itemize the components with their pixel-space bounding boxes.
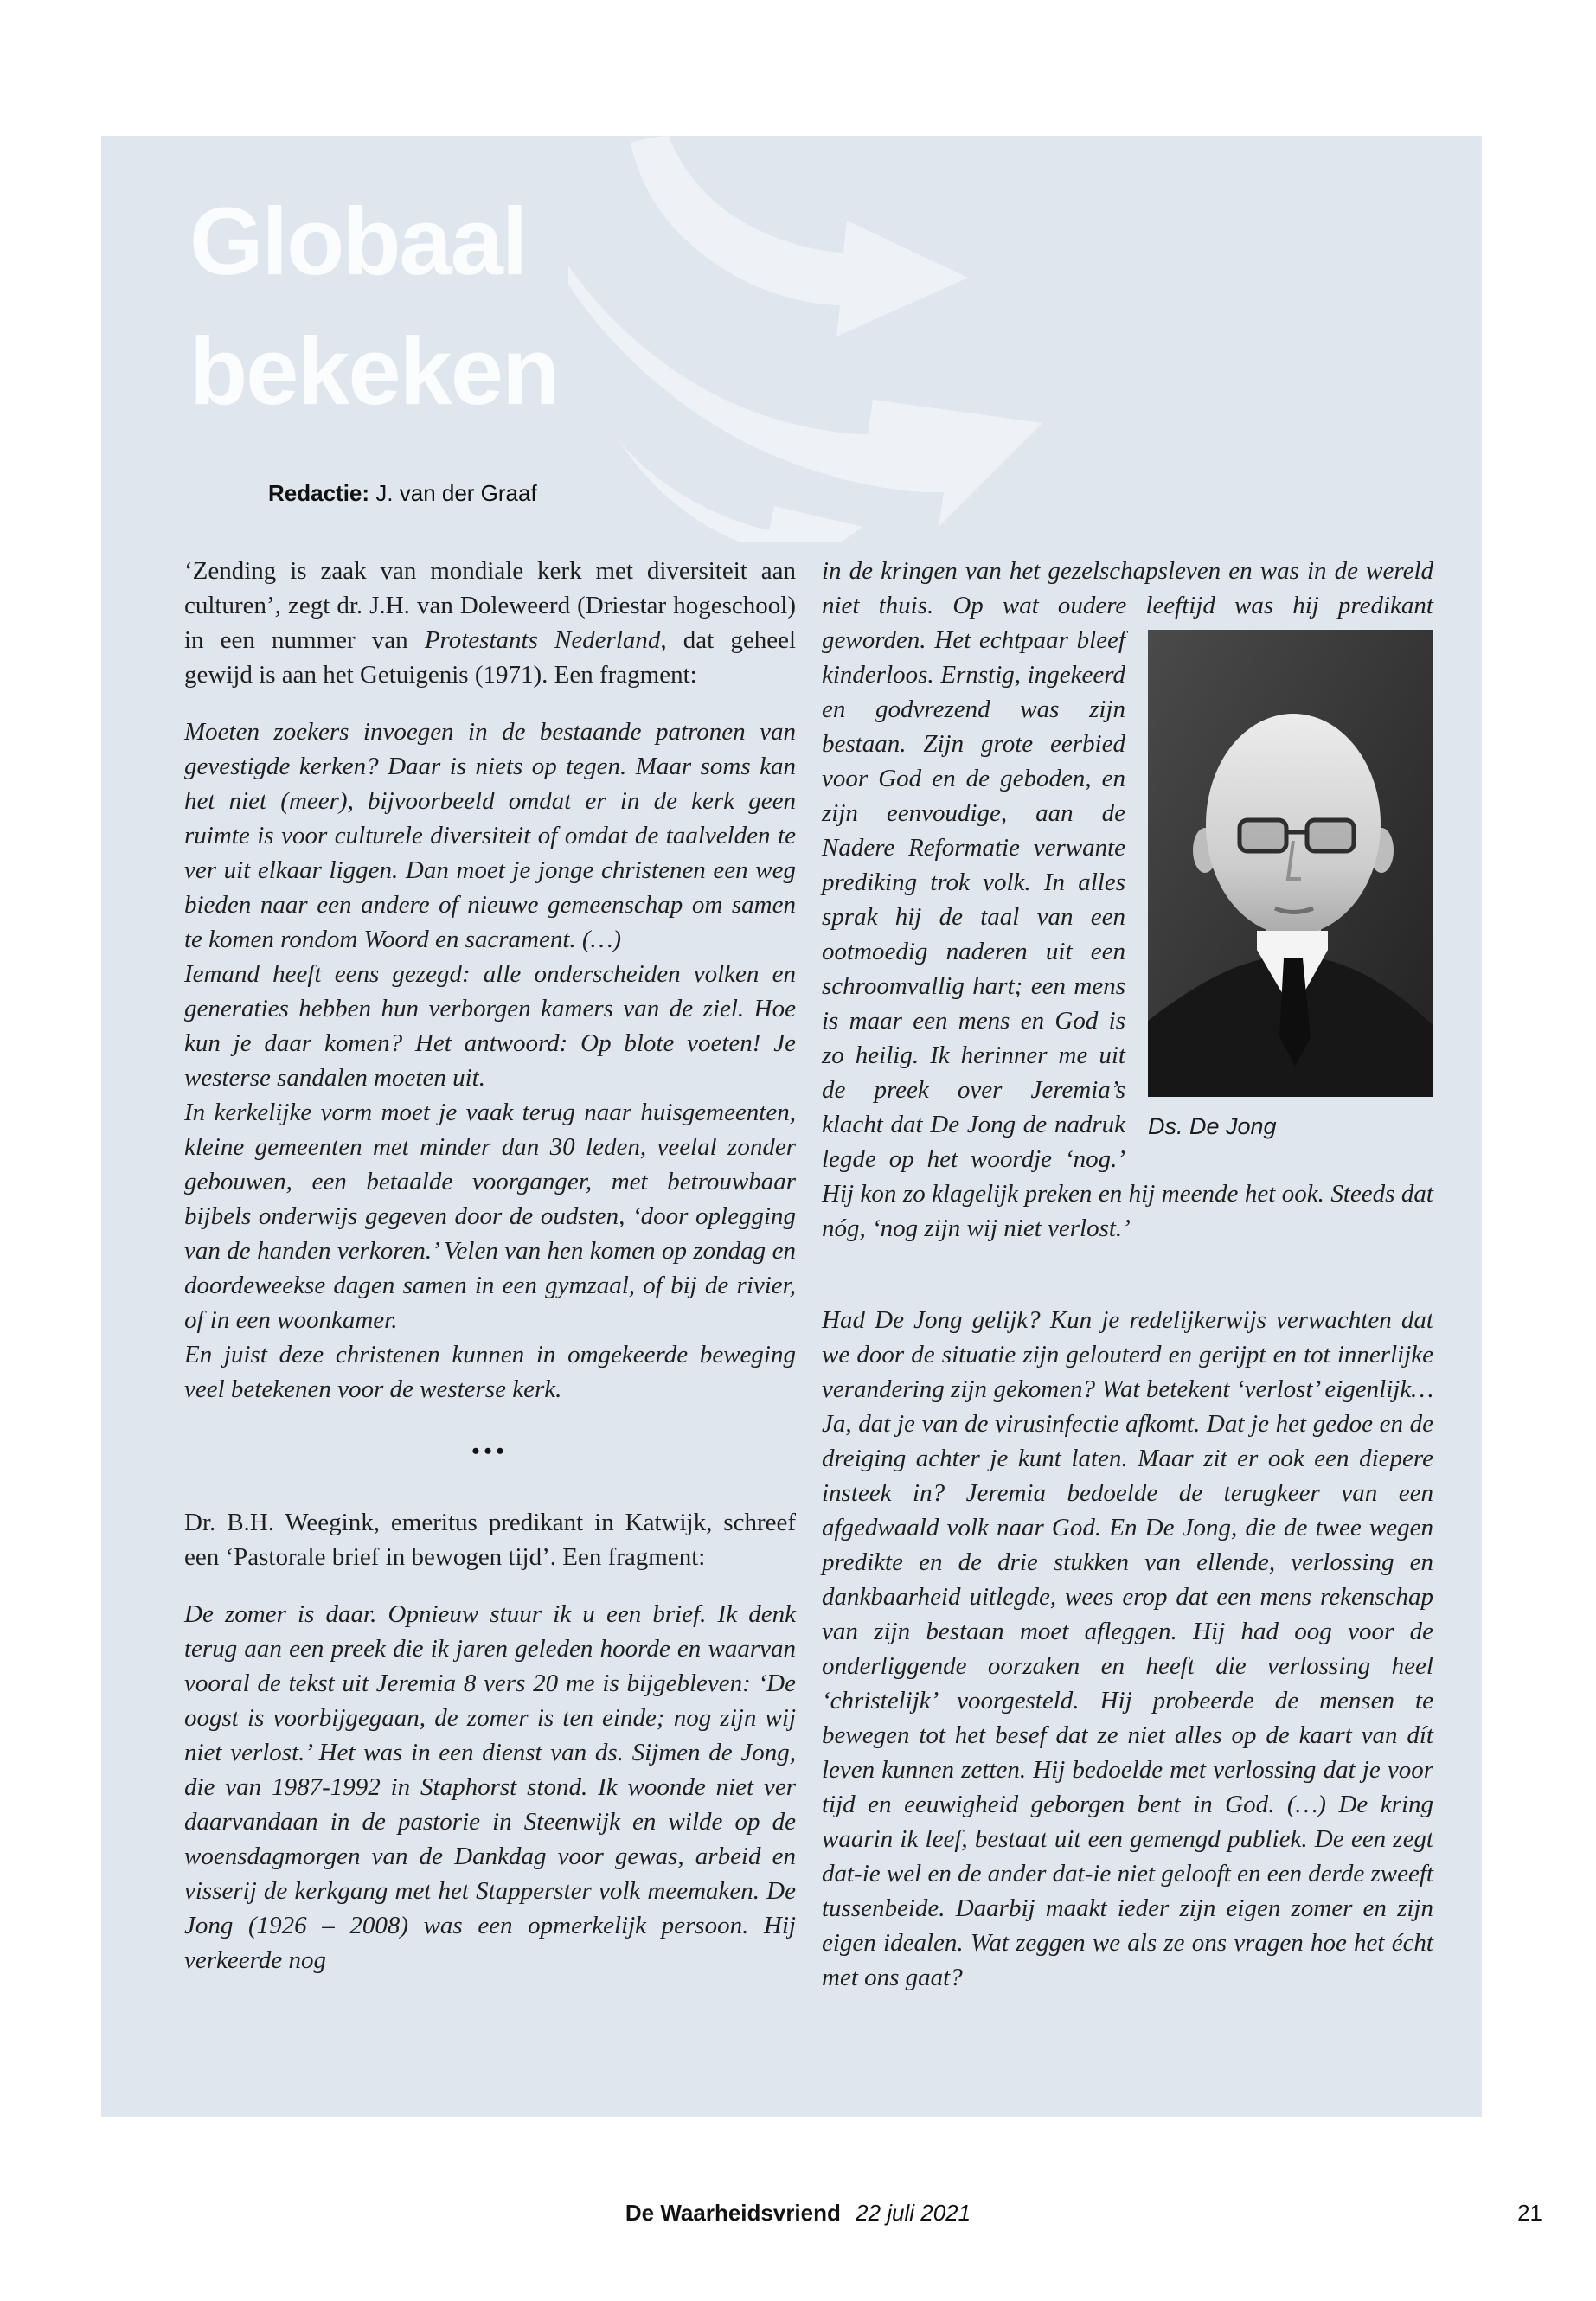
right-column [822,554,1433,1995]
title-line-2: bekeken [189,318,559,425]
photo-caption: Ds. De Jong [1148,1113,1277,1139]
portrait-photo [1148,630,1433,1097]
byline-label: Redactie: [268,480,370,506]
quote-paragraph: De zomer is daar. Opnieuw stuur ik u een brief. Ik denk terug aan een preek die ik jaren geleden hoorde en waarvan vooral de tekst uit Jeremia 8 vers 20 me is bijgebleven: ‘De oogst is voorbijgegaan, de zomer is ten einde; nog zijn wij niet verlost.’ Het was in een dienst van ds. Sijmen de Jong, die van 1987-1992 in Staphorst stond. Ik woonde niet ver daarvandaan in de pastorie in Steenwijk en wilde op de woensdagmorgen van de Dankdag voor gewas, arbeid en visserij de kerkgang met het Stapperster volk meemaken. De Jong (1926 – 2008) was een opmerkelijk persoon. Hij verkeerde nog [184,1600,796,1974]
article-panel [101,136,1482,2117]
page-number: 21 [1517,2200,1542,2226]
quote-paragraph: En juist deze christenen kunnen in omgekeerde beweging veel betekenen voor de westerse kerk. [184,1341,796,1403]
left-column [184,554,796,1977]
magazine-name: De Waarheidsvriend [625,2200,841,2226]
title-line-1: Globaal [189,189,527,295]
magazine-title-italic: Protestants Nederland [424,626,661,654]
portrait-figure [1148,630,1433,1144]
section-divider: ••• [471,1439,509,1464]
quote-text-a: in de kringen van het gezelschapsleven en was in de wereld niet thuis. Op wat oudere leeftijd was hij [822,557,1433,619]
intro-text-b: , dat geheel gewijd is aan het Getuigenis (1971). Een fragment: [184,626,796,689]
intro-paragraph [184,554,796,692]
quote-paragraph: Had De Jong gelijk? Kun je redelijkerwijs verwachten dat we door de situatie zijn gelouterd en gerijpt en tot innerlijke verandering zijn gekomen? Wat betekent ‘verlost’ eigenlijk… Ja, dat je van de virusinfectie afkomt. Dat je het gedoe en de dreiging achter je kunt laten. Maar zit er ook een diepere insteek in? Jeremia bedoelde de terugkeer van een afgedwaald volk naar God. En De Jong, die de twee wegen predikte en de drie stukken van ellende, verlossing en dankbaarheid uitlegde, wees erop dat een mens rekenschap van zijn bestaan moet afleggen. Hij had oog voor de onderliggende oorzaken en heeft die verlossing heel ‘christelijk’ voorgesteld. Hij probeerde de mensen te bewegen tot het besef dat ze niet alles op de kaart van dít leven kunnen zetten. Hij bedoelde met verlossing dat je voor tijd en eeuwigheid geborgen bent in God. (…) De kring waarin ik leef, bestaat uit een gemengd publiek. De een zegt dat-ie wel en de ander dat-ie niet gelooft en een derde zweeft tussenbeide. Daarbij maakt ieder zijn eigen zomer en zijn eigen idealen. Wat zeggen we als ze ons vragen hoe het écht met ons gaat? [822,1306,1433,1991]
second-intro-paragraph: Dr. B.H. Weegink, emeritus predikant in Katwijk, schreef een ‘Pastorale brief in bewogen tijd’. Een fragment: [184,1509,796,1571]
globe-arrows-graphic [568,136,1053,542]
byline-name: J. van der Graaf [375,480,537,506]
page-footer [0,2200,1596,2227]
quote-paragraph: Iemand heeft eens gezegd: alle onderscheiden volken en generaties hebben hun verborgen kamers van de ziel. Hoe kun je daar komen? Het antwoord: Op blote voeten! Je westerse sandalen moeten uit. [184,960,796,1092]
article-title [189,177,558,437]
byline [268,480,537,507]
intro-text-a: ‘Zending is zaak van mondiale kerk met diversiteit aan culturen’, zegt dr. J.H. van Doleweerd (Driestar hogeschool) in een nummer van [184,557,796,654]
issue-date: 22 juli 2021 [856,2200,971,2226]
quote-paragraph: Moeten zoekers invoegen in de bestaande patronen van gevestigde kerken? Daar is niets op tegen. Maar soms kan het niet (meer), bijvoorbeeld omdat er in de kerk geen ruimte is voor culturele diversiteit of omdat de taalvelden te ver uit elkaar liggen. Dan moet je jonge christenen een weg bieden naar een andere of nieuwe gemeenschap om samen te komen rondom Woord en sacrament. (…) [184,718,796,953]
quote-paragraph [822,554,1433,1246]
quote-text-b: predikant geworden. Het echtpaar bleef kinderloos. Ernstig, ingekeerd en godvrezend was zijn bestaan. Zijn grote eerbied voor God en de geboden, en zijn eenvoudige, aan de Nadere Reformatie verwante prediking trok volk. In alles sprak hij de taal van een ootmoedig naderen uit een schroomvallig hart; een mens is maar een mens en God is zo heilig. Ik herinner me uit de preek over Jeremia’s klacht dat De Jong de nadruk legde op het woordje ‘nog.’ Hij kon zo klagelijk preken en hij meende het ook. Steeds dat nóg, ‘nog zijn wij niet verlost.’ [822,592,1433,1242]
quote-paragraph: In kerkelijke vorm moet je vaak terug naar huisgemeenten, kleine gemeenten met minder dan 30 leden, veelal zonder gebouwen, een betaalde voorganger, met betrouwbaar bijbels onderwijs gegeven door de oudsten, ‘door oplegging van de handen verkoren.’ Velen van hen komen op zondag en doordeweekse dagen samen in een gymzaal, of bij de rivier, of in een woonkamer. [184,1099,796,1334]
